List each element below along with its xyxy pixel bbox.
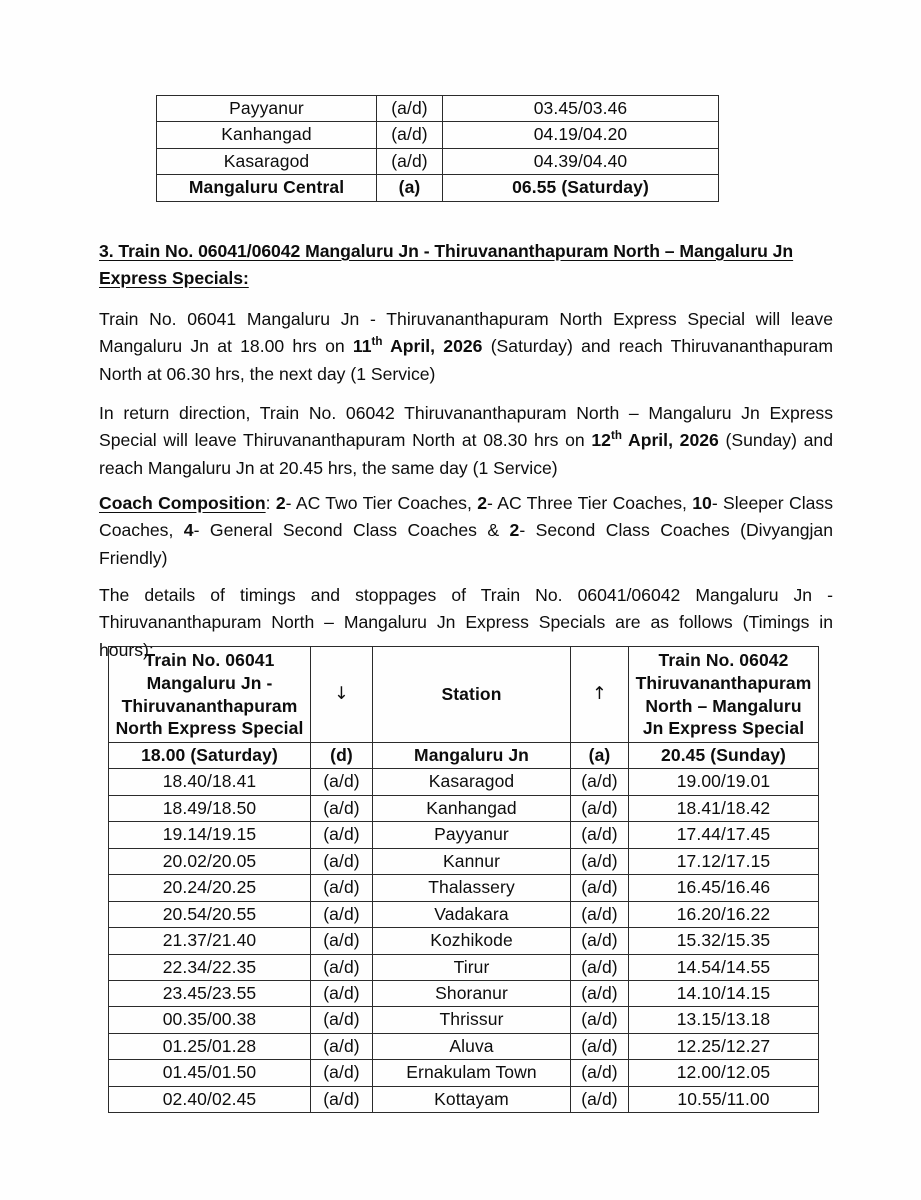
table-row bbox=[109, 875, 819, 901]
station-cell: Payyanur bbox=[373, 822, 571, 848]
down-timing-cell: 23.45/23.55 bbox=[109, 980, 311, 1006]
table-row bbox=[109, 928, 819, 954]
station-cell: Ernakulam Town bbox=[373, 1060, 571, 1086]
down-timing-cell: 21.37/21.40 bbox=[109, 928, 311, 954]
coach-text-sleeper: - Sleeper Class Coaches, bbox=[99, 493, 833, 541]
coach-text-ac2tier: - AC Two Tier Coaches, bbox=[285, 493, 478, 513]
timing-cell: 04.39/04.40 bbox=[443, 148, 719, 174]
up-timing-cell: 19.00/19.01 bbox=[629, 769, 819, 795]
station-cell: Kasaragod bbox=[157, 148, 377, 174]
table-row bbox=[109, 769, 819, 795]
arrival-departure-cell: (a/d) bbox=[377, 96, 443, 122]
down-arrival-departure-cell: (a/d) bbox=[311, 795, 373, 821]
down-arrival-departure-cell: (a/d) bbox=[311, 901, 373, 927]
up-arrival-departure-cell: (a/d) bbox=[571, 901, 629, 927]
timing-cell: 06.55 (Saturday) bbox=[443, 175, 719, 201]
station-cell: Aluva bbox=[373, 1033, 571, 1059]
para1-text-part1: Train No. 06041 Mangaluru Jn - Thiruvananthapuram North Express Special will leave Mangaluru Jn at 18.00 hrs on bbox=[99, 309, 833, 357]
header-train-06042: Train No. 06042 Thiruvananthapuram North – Mangaluru Jn Express Special bbox=[629, 647, 819, 743]
table-row bbox=[157, 122, 719, 148]
up-timing-cell: 17.12/17.15 bbox=[629, 848, 819, 874]
table-row bbox=[157, 148, 719, 174]
coach-count-second: 2 bbox=[509, 520, 520, 541]
coach-text-ac3tier: - AC Three Tier Coaches, bbox=[487, 493, 693, 513]
arrival-departure-cell: (a/d) bbox=[377, 122, 443, 148]
up-timing-cell: 16.45/16.46 bbox=[629, 875, 819, 901]
station-cell: Payyanur bbox=[157, 96, 377, 122]
arrival-departure-cell: (a/d) bbox=[377, 148, 443, 174]
station-cell: Tirur bbox=[373, 954, 571, 980]
station-cell: Kottayam bbox=[373, 1086, 571, 1112]
station-cell: Kasaragod bbox=[373, 769, 571, 795]
down-arrival-departure-cell: (a/d) bbox=[311, 769, 373, 795]
timing-cell: 03.45/03.46 bbox=[443, 96, 719, 122]
coach-text-general: - General Second Class Coaches & bbox=[193, 520, 510, 541]
arrival-departure-cell: (a) bbox=[377, 175, 443, 201]
table-row bbox=[109, 1060, 819, 1086]
up-timing-cell: 14.10/14.15 bbox=[629, 980, 819, 1006]
up-arrival-departure-cell: (a/d) bbox=[571, 954, 629, 980]
up-arrival-departure-cell: (a/d) bbox=[571, 1033, 629, 1059]
down-arrow-icon: ↓ bbox=[311, 647, 373, 743]
para1-day: 11 bbox=[352, 336, 372, 357]
down-timing-cell: 18.49/18.50 bbox=[109, 795, 311, 821]
para2-text-part1: In return direction, Train No. 06042 Thiruvananthapuram North – Mangaluru Jn Express Special will leave Thiruvananthapuram North at 08.30 hrs on bbox=[99, 403, 833, 451]
up-timing-cell: 14.54/14.55 bbox=[629, 954, 819, 980]
para1-date: April, 2026 bbox=[382, 336, 483, 357]
up-arrival-departure-cell: (a/d) bbox=[571, 848, 629, 874]
down-timing-cell: 18.40/18.41 bbox=[109, 769, 311, 795]
coach-composition-label: Coach Composition bbox=[99, 493, 266, 513]
station-cell: Kannur bbox=[373, 848, 571, 874]
up-arrival-departure-cell: (a/d) bbox=[571, 928, 629, 954]
station-cell: Thrissur bbox=[373, 1007, 571, 1033]
down-timing-cell: 01.25/01.28 bbox=[109, 1033, 311, 1059]
down-arrival-departure-cell: (a/d) bbox=[311, 1060, 373, 1086]
down-arrival-departure-cell: (d) bbox=[311, 743, 373, 769]
up-timing-cell: 16.20/16.22 bbox=[629, 901, 819, 927]
up-arrival-departure-cell: (a/d) bbox=[571, 875, 629, 901]
table-row bbox=[109, 954, 819, 980]
table-row bbox=[109, 1086, 819, 1112]
header-train-06041: Train No. 06041 Mangaluru Jn - Thiruvananthapuram North Express Special bbox=[109, 647, 311, 743]
down-timing-cell: 02.40/02.45 bbox=[109, 1086, 311, 1112]
up-timing-cell: 17.44/17.45 bbox=[629, 822, 819, 848]
coach-count-ac2tier: 2 bbox=[275, 493, 286, 513]
section-heading: 3. Train No. 06041/06042 Mangaluru Jn - Thiruvananthapuram North – Mangaluru Jn Express Specials: bbox=[99, 241, 794, 288]
up-arrival-departure-cell: (a/d) bbox=[571, 1086, 629, 1112]
down-arrival-departure-cell: (a/d) bbox=[311, 928, 373, 954]
paragraph-coach-composition bbox=[99, 490, 833, 572]
table-row bbox=[109, 822, 819, 848]
table-row bbox=[109, 980, 819, 1006]
down-timing-cell: 18.00 (Saturday) bbox=[109, 743, 311, 769]
coach-count-general: 4 bbox=[183, 520, 194, 541]
para2-date: April, 2026 bbox=[621, 430, 719, 451]
coach-count-sleeper: 10 bbox=[692, 493, 712, 513]
down-arrival-departure-cell: (a/d) bbox=[311, 980, 373, 1006]
table-row bbox=[109, 1033, 819, 1059]
para2-day: 12 bbox=[591, 430, 611, 451]
paragraph-return-journey bbox=[99, 400, 833, 482]
up-arrival-departure-cell: (a) bbox=[571, 743, 629, 769]
down-arrival-departure-cell: (a/d) bbox=[311, 848, 373, 874]
down-arrival-departure-cell: (a/d) bbox=[311, 954, 373, 980]
down-timing-cell: 01.45/01.50 bbox=[109, 1060, 311, 1086]
up-arrival-departure-cell: (a/d) bbox=[571, 980, 629, 1006]
up-arrival-departure-cell: (a/d) bbox=[571, 769, 629, 795]
station-cell: Mangaluru Jn bbox=[373, 743, 571, 769]
table-row bbox=[157, 175, 719, 201]
paragraph-onward-journey bbox=[99, 306, 833, 388]
para1-day-suffix: th bbox=[371, 335, 383, 349]
up-timing-cell: 12.25/12.27 bbox=[629, 1033, 819, 1059]
table-row bbox=[157, 96, 719, 122]
down-timing-cell: 00.35/00.38 bbox=[109, 1007, 311, 1033]
up-timing-cell: 10.55/11.00 bbox=[629, 1086, 819, 1112]
up-arrival-departure-cell: (a/d) bbox=[571, 795, 629, 821]
table-row bbox=[109, 795, 819, 821]
para1-text-part2: (Saturday) and reach Thiruvananthapuram North at 06.30 hrs, the next day (1 Service) bbox=[99, 336, 833, 384]
previous-train-timings-table bbox=[156, 95, 718, 202]
down-arrival-departure-cell: (a/d) bbox=[311, 1086, 373, 1112]
table-row bbox=[109, 743, 819, 769]
station-cell: Kanhangad bbox=[157, 122, 377, 148]
table-row bbox=[109, 1007, 819, 1033]
up-arrival-departure-cell: (a/d) bbox=[571, 1007, 629, 1033]
coach-composition-colon: : bbox=[265, 493, 276, 513]
up-arrival-departure-cell: (a/d) bbox=[571, 822, 629, 848]
up-timing-cell: 13.15/13.18 bbox=[629, 1007, 819, 1033]
station-cell: Shoranur bbox=[373, 980, 571, 1006]
station-cell: Kozhikode bbox=[373, 928, 571, 954]
paragraph-timings-intro: The details of timings and stoppages of Train No. 06041/06042 Mangaluru Jn - Thiruvananthapuram North – Mangaluru Jn Express Specials are as follows (Timings in hours): bbox=[99, 585, 833, 660]
table-row bbox=[109, 901, 819, 927]
down-arrival-departure-cell: (a/d) bbox=[311, 1033, 373, 1059]
para2-text-part2: (Sunday) and reach Mangaluru Jn at 20.45 hrs, the same day (1 Service) bbox=[99, 430, 833, 478]
up-timing-cell: 20.45 (Sunday) bbox=[629, 743, 819, 769]
timing-cell: 04.19/04.20 bbox=[443, 122, 719, 148]
table-header-row bbox=[109, 647, 819, 743]
down-timing-cell: 19.14/19.15 bbox=[109, 822, 311, 848]
down-timing-cell: 20.54/20.55 bbox=[109, 901, 311, 927]
down-arrival-departure-cell: (a/d) bbox=[311, 822, 373, 848]
down-timing-cell: 22.34/22.35 bbox=[109, 954, 311, 980]
station-cell: Vadakara bbox=[373, 901, 571, 927]
down-timing-cell: 20.24/20.25 bbox=[109, 875, 311, 901]
table-row bbox=[109, 848, 819, 874]
header-station: Station bbox=[373, 647, 571, 743]
down-arrival-departure-cell: (a/d) bbox=[311, 1007, 373, 1033]
train-timings-table bbox=[108, 646, 818, 1113]
station-cell: Kanhangad bbox=[373, 795, 571, 821]
up-arrival-departure-cell: (a/d) bbox=[571, 1060, 629, 1086]
up-timing-cell: 12.00/12.05 bbox=[629, 1060, 819, 1086]
station-cell: Mangaluru Central bbox=[157, 175, 377, 201]
down-arrival-departure-cell: (a/d) bbox=[311, 875, 373, 901]
up-timing-cell: 18.41/18.42 bbox=[629, 795, 819, 821]
down-timing-cell: 20.02/20.05 bbox=[109, 848, 311, 874]
station-cell: Thalassery bbox=[373, 875, 571, 901]
coach-text-second: - Second Class Coaches (Divyangjan Friendly) bbox=[99, 520, 833, 568]
para2-day-suffix: th bbox=[610, 429, 622, 443]
coach-count-ac3tier: 2 bbox=[477, 493, 487, 513]
up-arrow-icon: ↑ bbox=[571, 647, 629, 743]
up-timing-cell: 15.32/15.35 bbox=[629, 928, 819, 954]
